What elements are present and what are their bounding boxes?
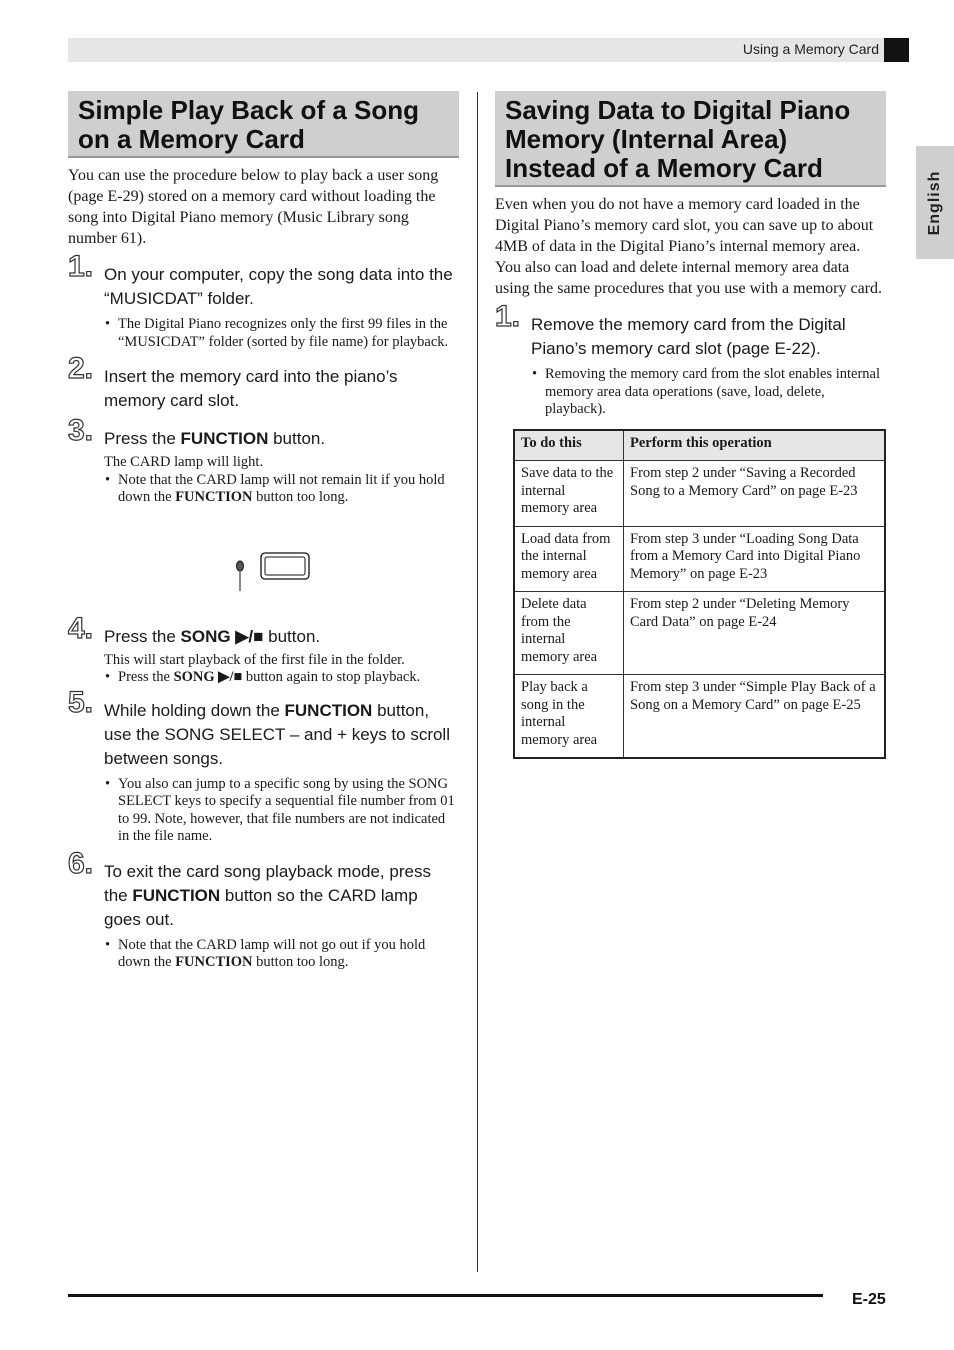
left-intro: You can use the procedure below to play back a user song (page E-29) stored on a memory card without loading the song into Digital Piano memory (Music Library song number 61). [68,167,439,247]
note-text: Note that the CARD lamp will not remain lit if you hold down the [118,471,445,505]
note-bold: SONG ▶/■ [173,669,243,685]
left-step-6 [68,846,459,932]
table-row [514,461,885,527]
step-text: Remove the memory card from the Digital Piano’s memory card slot (page E-22). [531,315,846,358]
left-step-4-plain: This will start playback of the first file in the folder. [104,651,405,668]
left-step-3 [68,414,459,451]
table-header-cell: To do this [514,430,624,461]
table-cell: Save data to the internal memory area [514,461,624,527]
bullet: • [532,366,538,382]
bullet: • [105,316,111,332]
header-tab-block [884,38,909,62]
table-cell: Load data from the internal memory area [514,526,624,592]
table-header-cell: Perform this operation [624,430,886,461]
step-text: Insert the memory card into the piano’s memory card slot. [104,367,398,410]
bullet: • [105,775,111,792]
step-text: button so the CARD lamp goes out. [104,885,418,929]
right-step-1-note [495,366,886,419]
function-button-label: FUNCTION [180,429,269,448]
footer-rule [68,1294,823,1297]
right-step-1 [495,300,886,361]
bullet: • [105,471,111,488]
note-text: button too long. [252,954,349,970]
bullet: • [105,669,111,685]
left-step-6-note [68,937,459,972]
language-tab-label: English [926,170,943,235]
right-column [495,194,886,759]
bullet: • [105,936,111,953]
left-step-3-plain: The CARD lamp will light. [104,454,264,470]
step-text: To exit the card song playback mode, press the [104,861,431,905]
function-button-label: FUNCTION [284,700,373,720]
step-number: 1. [68,250,94,283]
step-number: 5. [68,685,94,719]
language-tab [916,146,954,259]
step-text: button. [263,626,321,646]
step-number: 6. [68,846,94,880]
table-row [514,675,885,759]
right-section-heading: Saving Data to Digital Piano Memory (Internal Area) Instead of a Memory Card [495,91,886,187]
column-divider [477,92,478,1272]
table-cell: From step 2 under “Saving a Recorded Song to a Memory Card” on page E-23 [624,461,886,527]
step-text: Press the [104,429,181,448]
song-button-label: SONG ▶/■ [180,626,264,646]
left-section-heading: Simple Play Back of a Song on a Memory Card [68,91,459,158]
table-row [514,526,885,592]
step-text: While holding down the [104,700,285,720]
table-row [514,592,885,675]
left-step-5-note [68,776,459,846]
left-step-1-note [68,316,459,351]
operations-table [513,429,886,760]
step-text: button, use the SONG SELECT – and + keys to scroll between songs. [104,700,450,768]
note-bold: FUNCTION [175,954,253,970]
note-text: Removing the memory card from the slot enables internal memory area data operations (save, load, delete, playback). [545,366,881,417]
page-number: E-25 [852,1291,886,1308]
table-cell: Play back a song in the internal memory area [514,675,624,759]
table-header-row [514,430,885,461]
card-lamp-icon [237,561,244,571]
panel-illustration [214,538,324,612]
left-step-1 [68,250,459,311]
running-header: Using a Memory Card [742,41,879,57]
table-cell: From step 3 under “Loading Song Data from a Memory Card into Digital Piano Memory” on page E-23 [624,526,886,592]
left-step-4 [68,611,459,649]
note-text: The Digital Piano recognizes only the first 99 files in the “MUSICDAT” folder (sorted by file name) for playback. [118,316,449,350]
note-text: button too long. [252,489,349,505]
step-number: 3. [68,414,94,447]
left-step-5 [68,685,459,771]
function-button-label: FUNCTION [132,885,221,905]
step-text: button. [268,429,326,448]
left-step-4-note [68,669,459,687]
note-text: Press the [118,669,174,685]
left-step-3-note [68,472,459,507]
left-step-2 [68,352,459,413]
step-text: On your computer, copy the song data into the “MUSICDAT” folder. [104,265,453,308]
function-button-inner [265,557,305,575]
note-text: Note that the CARD lamp will not go out if you hold down the [118,936,426,970]
table-cell: Delete data from the internal memory area [514,592,624,675]
step-text: Press the [104,626,181,646]
table-cell: From step 3 under “Simple Play Back of a Song on a Memory Card” on page E-25 [624,675,886,759]
table-cell: From step 2 under “Deleting Memory Card Data” on page E-24 [624,592,886,675]
right-intro: Even when you do not have a memory card loaded in the Digital Piano’s memory card slot, you can save up to about 4MB of data in the Digital Piano’s internal memory area. You also can load and delete internal memory area data using the same procedures that you use with a memory card. [495,196,882,297]
note-text: You also can jump to a specific song by using the SONG SELECT keys to specify a sequential file number from 01 to 99. Note, however, that file numbers are not indicated in the file name. [118,775,455,844]
note-bold: FUNCTION [175,489,253,505]
note-text: button again to stop playback. [242,669,421,685]
step-number: 2. [68,352,94,385]
card-lamp-function-diagram [214,538,324,612]
step-number: 1. [495,300,521,333]
step-number: 4. [68,611,94,645]
